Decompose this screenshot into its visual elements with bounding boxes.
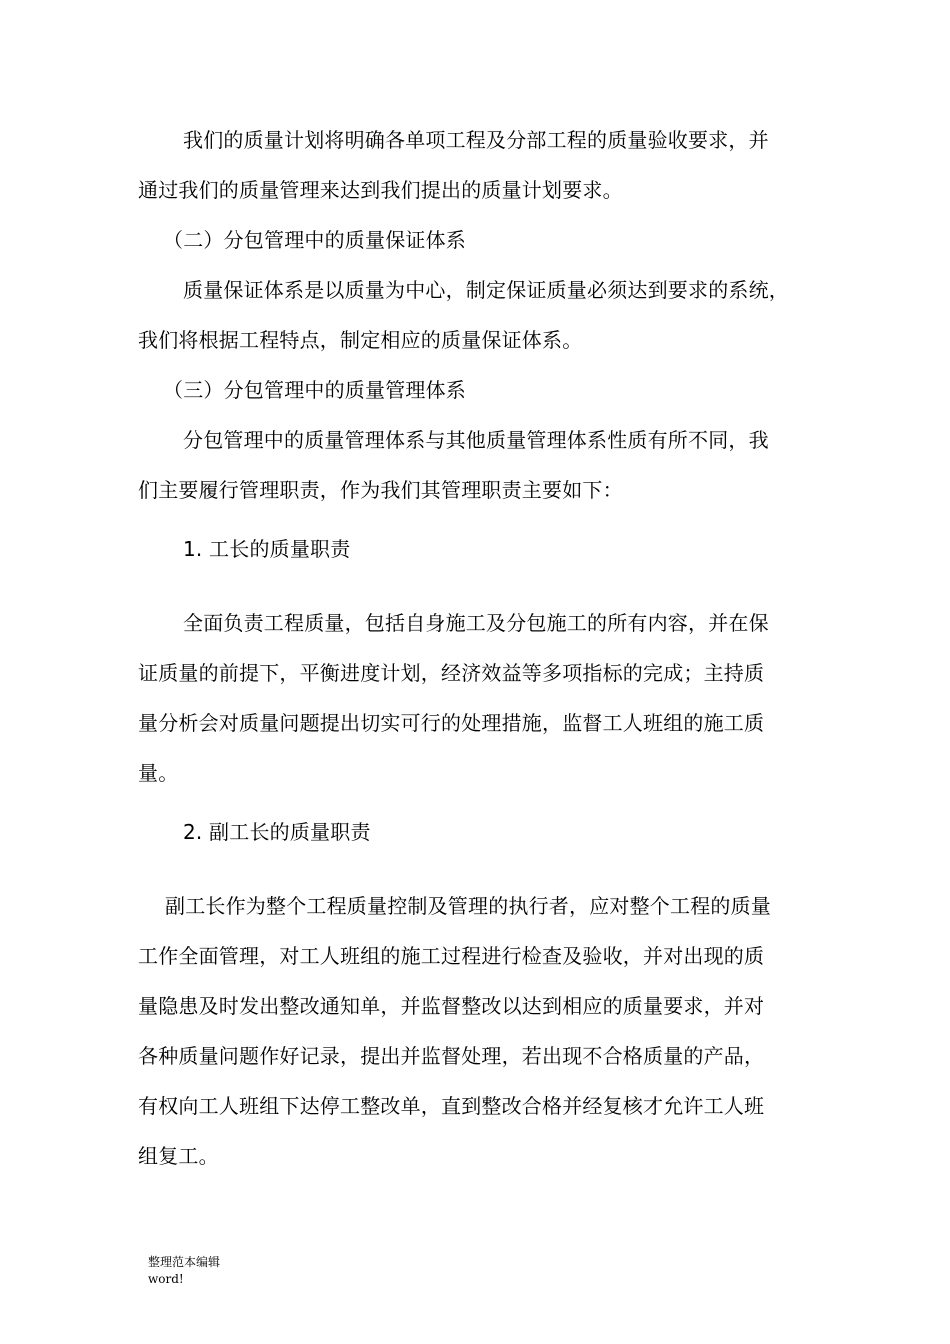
- numbered-heading: 1. 工长的质量职责: [183, 537, 351, 561]
- paragraph-line: 我们将根据工程特点，制定相应的质量保证体系。: [138, 328, 583, 352]
- paragraph-line: 量隐患及时发出整改通知单，并监督整改以达到相应的质量要求，并对: [138, 994, 765, 1018]
- paragraph-line: 有权向工人班组下达停工整改单，直到整改合格并经复核才允许工人班: [138, 1094, 765, 1118]
- paragraph-line: 量。: [138, 761, 179, 785]
- paragraph-line: 们主要履行管理职责，作为我们其管理职责主要如下：: [138, 478, 623, 502]
- paragraph-line: 各种质量问题作好记录，提出并监督处理，若出现不合格质量的产品，: [138, 1044, 765, 1068]
- paragraph-line: 分包管理中的质量管理体系与其他质量管理体系性质有所不同，我: [183, 428, 769, 452]
- paragraph-line: 全面负责工程质量，包括自身施工及分包施工的所有内容，并在保: [183, 611, 769, 635]
- paragraph-line: 组复工。: [138, 1144, 219, 1168]
- paragraph-line: 量分析会对质量问题提出切实可行的处理措施，监督工人班组的施工质: [138, 711, 765, 735]
- paragraph-line: 质量保证体系是以质量为中心，制定保证质量必须达到要求的系统，: [183, 278, 789, 302]
- section-heading: （三）分包管理中的质量管理体系: [163, 378, 466, 402]
- paragraph-line: 证质量的前提下，平衡进度计划，经济效益等多项指标的完成；主持质: [138, 661, 765, 685]
- paragraph-line: 通过我们的质量管理来达到我们提出的质量计划要求。: [138, 178, 623, 202]
- numbered-heading: 2. 副工长的质量职责: [183, 820, 371, 844]
- paragraph-line: 我们的质量计划将明确各单项工程及分部工程的质量验收要求，并: [183, 128, 769, 152]
- paragraph-line: 副工长作为整个工程质量控制及管理的执行者，应对整个工程的质量: [165, 894, 771, 918]
- footer-note-word: word!: [148, 1272, 184, 1286]
- section-heading: （二）分包管理中的质量保证体系: [163, 228, 466, 252]
- paragraph-line: 工作全面管理，对工人班组的施工过程进行检查及验收，并对出现的质: [138, 944, 765, 968]
- footer-note: 整理范本编辑: [148, 1255, 221, 1269]
